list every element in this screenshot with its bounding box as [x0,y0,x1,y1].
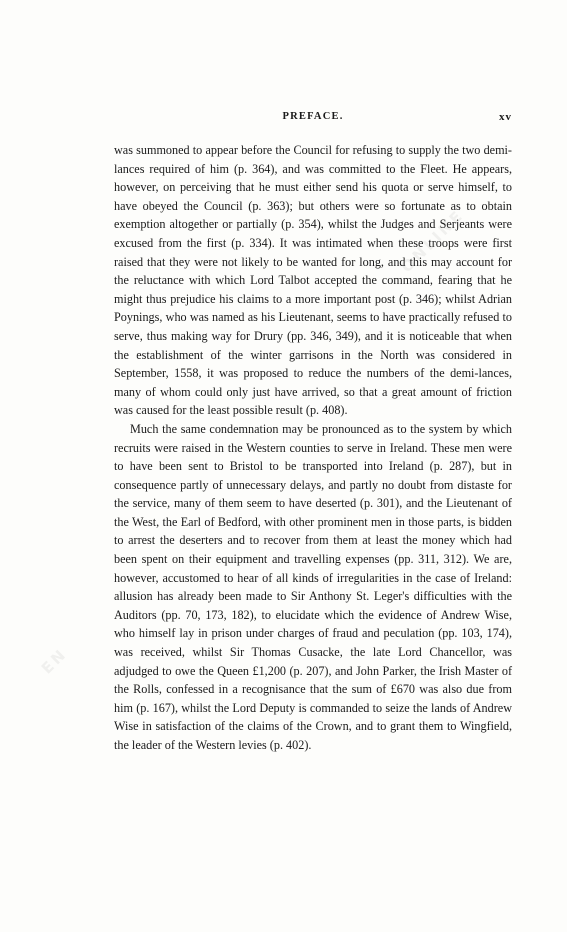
paragraph-2: Much the same condemnation may be pronounced as to the system by which recruits were raised in the Western counties to serve in Ireland. These men were to have been sent to Bristol to be transported into Ireland (p. 287), but in consequence partly of unnecessary delays, and partly no doubt from distaste for the service, many of them seem to have deserted (p. 301), and the Lieutenant of the West, the Earl of Bedford, with other prominent men in those parts, is bidden to arrest the deserters and to recover from them at least the money which had been spent on their equipment and travelling expenses (pp. 311, 312). We are, however, accustomed to hear of all kinds of irregularities in the case of Ireland: allusion has already been made to Sir Anthony St. Leger's difficulties with the Auditors (pp. 70, 173, 182), to elucidate which the evidence of Andrew Wise, who himself lay in prison under charges of fraud and peculation (pp. 103, 174), was received, whilst Sir Thomas Cusacke, the late Lord Chancellor, was adjudged to owe the Queen £1,200 (p. 207), and John Parker, the Irish Master of the Rolls, confessed in a recognisance that the sum of £670 was also due from him (p. 167), whilst the Lord Deputy is commanded to seize the lands of Andrew Wise in satisfaction of the claims of the Crown, and to grant them to Wingfield, the leader of the Western levies (p. 402). [114,421,512,752]
paragraph-1: was summoned to appear before the Council for refusing to supply the two demi-lances required of him (p. 364), and was committed to the Fleet. He appears, however, on perceiving that he must either send his quota or serve himself, to have obeyed the Council (p. 363); but others were so fortunate as to obtain exemption altogether or partially (p. 354), whilst the Judges and Serjeants were excused from the first (p. 334). It was intimated when these troops were first raised that they were not likely to be wanted for long, and this may account for the reluctance with which Lord Talbot accepted the command, fearing that he might thus prejudice his claims to a more important post (p. 346); whilst Adrian Poynings, who was named as his Lieutenant, seems to have practically refused to serve, thus making way for Drury (pp. 346, 349), and it is noticeable that when the establishment of the winter garrisons in the North was considered in September, 1558, it was proposed to reduce the numbers of the demi-lances, many of whom could only just have arrived, so that a great amount of friction was caused for the least possible result (p. 408). [114,143,512,418]
page-header [114,111,512,127]
watermark-online: ONLINE [397,205,468,277]
body-text [114,141,512,755]
watermark-en: EN [37,644,71,678]
page-number: xv [499,111,512,123]
running-head: PREFACE. [282,111,344,122]
